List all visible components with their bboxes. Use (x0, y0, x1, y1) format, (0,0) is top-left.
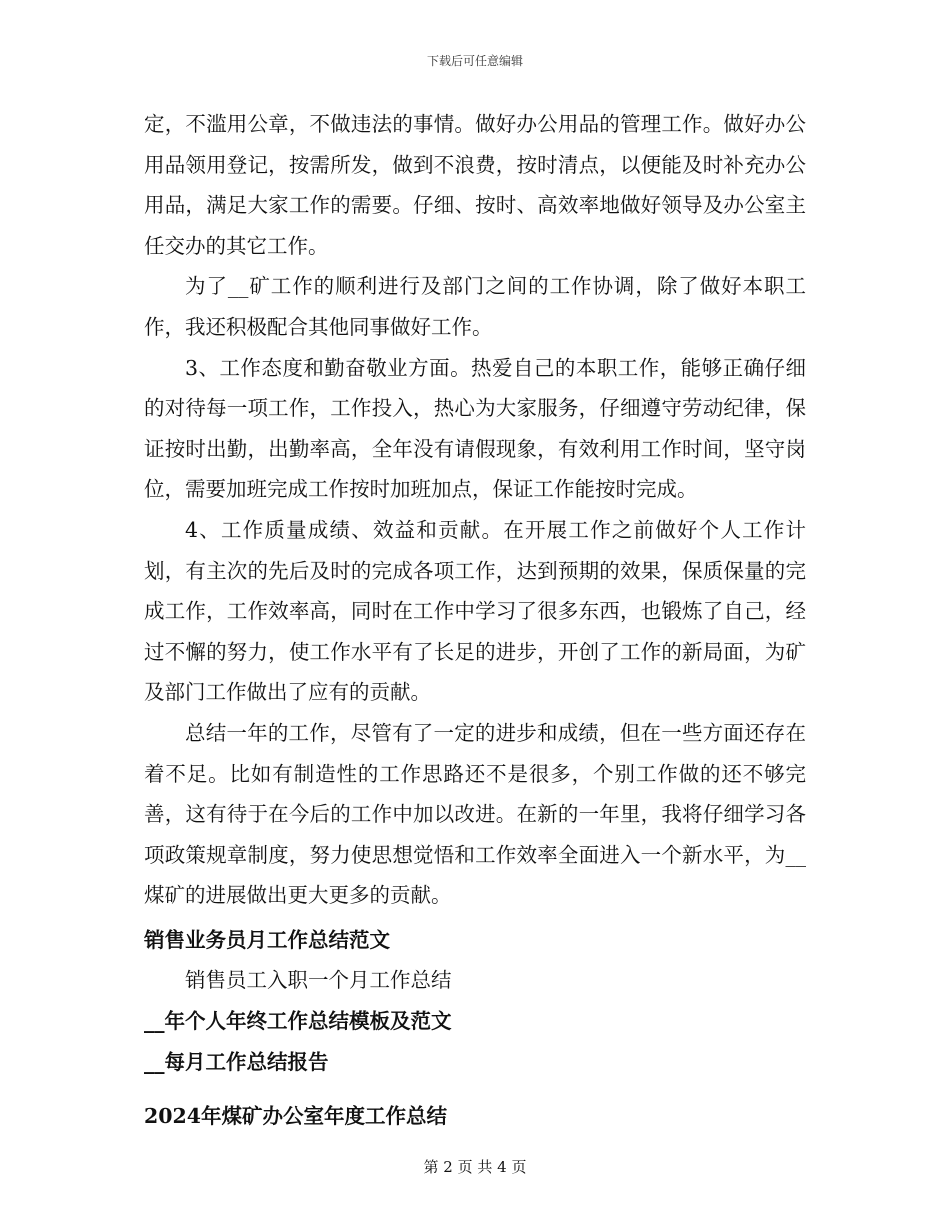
paragraph-continuation: 定，不滥用公章，不做违法的事情。做好办公用品的管理工作。做好办公用品领用登记，按需所发，做到不浪费，按时清点，以便能及时补充办公用品，满足大家工作的需要。仔细、按时、高效率地做好领导及办公室主任交办的其它工作。 (144, 112, 806, 258)
page-header: 下载后可任意编辑 (426, 54, 523, 68)
related-title-monthly: __每月工作总结报告 (144, 1049, 329, 1074)
related-title-annual: __年个人年终工作总结模板及范文 (144, 1009, 452, 1034)
related-title-sales: 销售业务员月工作总结范文 (144, 927, 390, 952)
related-title-coal-office: 2024年煤矿办公室年度工作总结 (144, 1104, 448, 1129)
paragraph-summary: 总结一年的工作，尽管有了一定的进步和成绩，但在一些方面还存在着不足。比如有制造性的工作思路还不是很多，个别工作做的还不够完善，这有待于在今后的工作中加以改进。在新的一年里，我将仔细学习各项政策规章制度，努力使思想觉悟和工作效率全面进入一个新水平，为__煤矿的进展做出更大更多的贡献。 (144, 720, 806, 908)
page-footer: 第 2 页 共 4 页 (423, 1158, 527, 1176)
related-subtitle-sales: 销售员工入职一个月工作总结 (185, 968, 452, 993)
document-body (144, 104, 806, 1137)
paragraph-cooperation: 为了__矿工作的顺利进行及部门之间的工作协调，除了做好本职工作，我还积极配合其他同事做好工作。 (144, 274, 806, 339)
paragraph-quality: 4、工作质量成绩、效益和贡献。在开展工作之前做好个人工作计划，有主次的先后及时的完成各项工作，达到预期的效果，保质保量的完成工作，工作效率高，同时在工作中学习了很多东西，也锻炼了自己，经过不懈的努力，使工作水平有了长足的进步，开创了工作的新局面，为矿及部门工作做出了应有的贡献。 (144, 517, 806, 705)
paragraph-attitude: 3、工作态度和勤奋敬业方面。热爱自己的本职工作，能够正确仔细的对待每一项工作，工作投入，热心为大家服务，仔细遵守劳动纪律，保证按时出勤，出勤率高，全年没有请假现象，有效利用工作时间，坚守岗位，需要加班完成工作按时加班加点，保证工作能按时完成。 (144, 355, 806, 502)
